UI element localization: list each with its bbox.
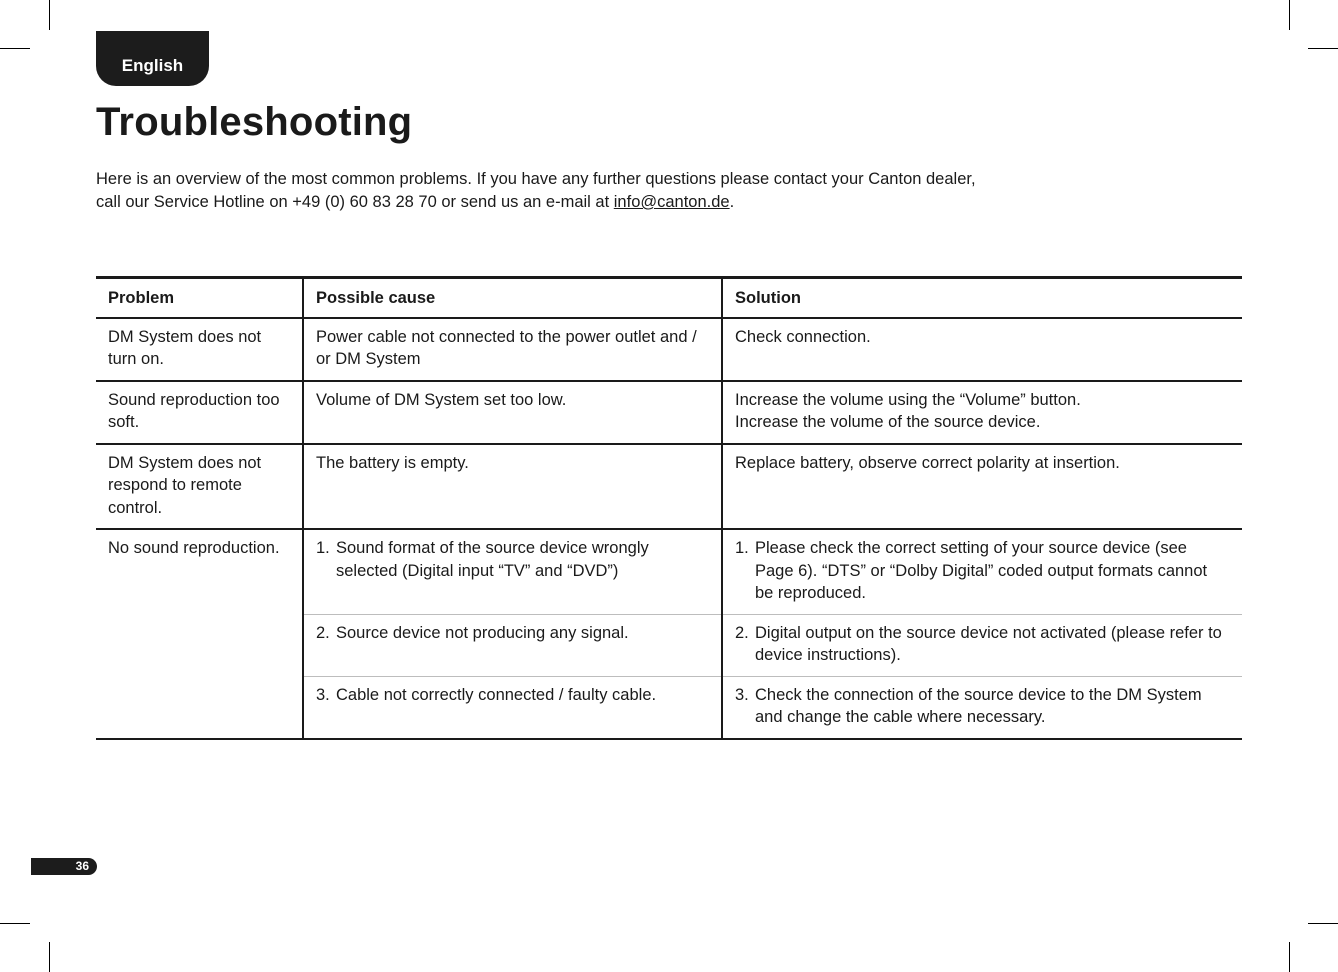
solution-line: Increase the volume using the “Volume” button. — [735, 390, 1081, 409]
cause-text: Cable not correctly connected / faulty cable. — [336, 685, 657, 704]
table-row — [96, 529, 1242, 614]
cause-number: 3. — [316, 685, 330, 704]
problem-cell: Sound reproduction too soft. — [96, 381, 303, 444]
solution-text: Please check the correct setting of your source device (see Page 6). “DTS” or “Dolby Digital” coded output formats cannot be reproduced. — [755, 539, 1208, 602]
cause-cell: The battery is empty. — [303, 444, 722, 530]
cause-number: 1. — [316, 539, 330, 557]
intro-line-2-prefix: call our Service Hotline on +49 (0) 60 83 28 70 or send us an e-mail at — [96, 193, 614, 211]
intro-text — [96, 168, 1196, 214]
crop-mark — [0, 923, 30, 924]
cause-text: Source device not producing any signal. — [336, 623, 629, 642]
cause-number: 2. — [316, 623, 330, 642]
table-row — [96, 318, 1242, 381]
email-link[interactable]: info@canton.de — [613, 193, 730, 211]
table-header-row — [96, 278, 1242, 318]
intro-line-1: Here is an overview of the most common problems. If you have any further questions please contact your Canton dealer, — [96, 170, 976, 188]
crop-mark — [1289, 0, 1290, 30]
page-title: Troubleshooting — [96, 100, 413, 144]
crop-mark — [49, 0, 50, 30]
crop-mark — [1308, 923, 1338, 924]
problem-cell: No sound reproduction. — [96, 529, 303, 739]
cause-cell: Power cable not connected to the power outlet and / or DM System — [303, 318, 722, 381]
troubleshooting-table — [96, 276, 1242, 740]
header-problem: Problem — [96, 278, 303, 318]
solution-text: Digital output on the source device not activated (please refer to device instructions). — [755, 623, 1222, 664]
solution-cell — [722, 381, 1242, 444]
solution-number: 2. — [735, 623, 749, 642]
solution-number: 1. — [735, 539, 749, 557]
solution-cell — [722, 614, 1242, 676]
problem-cell: DM System does not respond to remote control. — [96, 444, 303, 530]
cause-cell — [303, 529, 722, 614]
intro-line-2-suffix: . — [729, 193, 735, 211]
cause-cell — [303, 614, 722, 676]
problem-cell: DM System does not turn on. — [96, 318, 303, 381]
solution-cell — [722, 529, 1242, 614]
language-tab: English — [96, 31, 209, 86]
cause-cell: Volume of DM System set too low. — [303, 381, 722, 444]
cause-text: Sound format of the source device wrongly selected (Digital input “TV” and “DVD”) — [336, 539, 649, 580]
table-row — [96, 444, 1242, 530]
crop-mark — [1289, 942, 1290, 972]
solution-cell: Check connection. — [722, 318, 1242, 381]
page-number: 36 — [31, 858, 97, 875]
crop-mark — [0, 48, 30, 49]
crop-mark — [49, 942, 50, 972]
crop-mark — [1308, 48, 1338, 49]
header-solution: Solution — [722, 278, 1242, 318]
table-row — [96, 381, 1242, 444]
cause-cell — [303, 676, 722, 739]
solution-number: 3. — [735, 685, 749, 704]
solution-text: Check the connection of the source device to the DM System and change the cable where necessary. — [755, 685, 1202, 726]
solution-line: Increase the volume of the source device. — [735, 413, 1041, 431]
header-possible-cause: Possible cause — [303, 278, 722, 318]
solution-cell — [722, 676, 1242, 739]
solution-cell: Replace battery, observe correct polarity at insertion. — [722, 444, 1242, 530]
